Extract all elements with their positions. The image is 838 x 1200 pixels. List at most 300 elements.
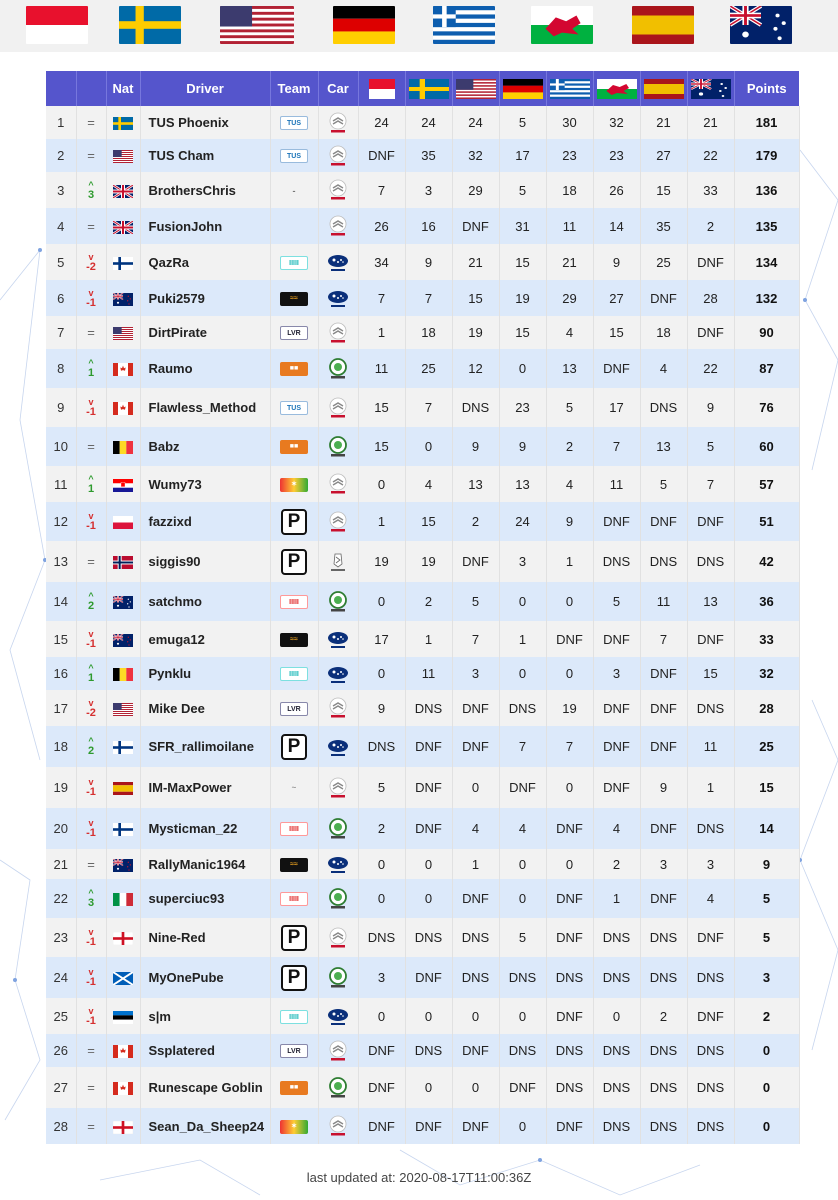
greece-flag[interactable] xyxy=(433,6,495,44)
finland-flag xyxy=(113,257,133,270)
position-change-value: -1 xyxy=(86,406,96,418)
rally-result-2: 25 xyxy=(405,349,452,388)
team-cell xyxy=(270,427,318,466)
last-updated xyxy=(0,1170,838,1185)
rally-result-2: 0 xyxy=(405,849,452,879)
rally-result-2: 0 xyxy=(405,427,452,466)
position-change xyxy=(86,511,96,531)
sweden-flag[interactable] xyxy=(119,6,181,44)
table-row[interactable] xyxy=(46,280,799,316)
rally-result-8: DNS xyxy=(687,957,734,998)
rally-result-5: 4 xyxy=(546,466,593,502)
table-row[interactable] xyxy=(46,208,799,244)
driver-name[interactable]: DirtPirate xyxy=(140,316,270,349)
header-rally-7[interactable] xyxy=(640,71,687,106)
header-rally-1[interactable] xyxy=(358,71,405,106)
skoda-logo xyxy=(326,358,350,380)
driver-name[interactable]: Mike Dee xyxy=(140,690,270,726)
germany-flag[interactable] xyxy=(333,6,395,44)
nat-cell xyxy=(106,316,140,349)
change-cell xyxy=(76,466,106,502)
team-cell xyxy=(270,280,318,316)
team-cell xyxy=(270,849,318,879)
driver-name[interactable]: Ssplatered xyxy=(140,1034,270,1067)
tus-team-logo: TUS xyxy=(280,149,308,163)
team-cell xyxy=(270,172,318,208)
change-cell xyxy=(76,998,106,1034)
points-cell: 0 xyxy=(734,1067,799,1108)
down-arrow-icon: v xyxy=(88,927,94,937)
rally-result-6: DNF xyxy=(593,349,640,388)
subaru-logo xyxy=(326,853,350,875)
table-row[interactable] xyxy=(46,957,799,998)
rally-result-8: 22 xyxy=(687,139,734,172)
header-row xyxy=(46,71,799,106)
car-cell xyxy=(318,582,358,621)
rally-result-6: 14 xyxy=(593,208,640,244)
rally-result-2: 4 xyxy=(405,466,452,502)
rally-result-5: DNS xyxy=(546,1067,593,1108)
driver-name[interactable]: FusionJohn xyxy=(140,208,270,244)
header-points[interactable]: Points xyxy=(734,71,799,106)
england-flag xyxy=(113,932,133,945)
rally-result-1: 1 xyxy=(358,502,405,541)
rally-result-7: 21 xyxy=(640,106,687,139)
team-cell xyxy=(270,208,318,244)
subaru-logo xyxy=(326,1005,350,1027)
table-row[interactable] xyxy=(46,918,799,957)
table-row[interactable] xyxy=(46,541,799,582)
change-cell xyxy=(76,541,106,582)
rally-result-4: 5 xyxy=(499,106,546,139)
rally-result-1: DNS xyxy=(358,918,405,957)
rally-result-6: DNS xyxy=(593,918,640,957)
position-change-value: 1 xyxy=(87,672,95,684)
rally-result-4: 5 xyxy=(499,918,546,957)
position-cell: 24 xyxy=(46,957,76,998)
position-cell: 28 xyxy=(46,1108,76,1144)
citroen-logo xyxy=(326,511,350,533)
nat-cell xyxy=(106,621,140,657)
rally-result-3: DNS xyxy=(452,388,499,427)
table-row[interactable] xyxy=(46,106,799,139)
rally-result-7: 7 xyxy=(640,621,687,657)
team-cell xyxy=(270,657,318,690)
rally-result-7: 11 xyxy=(640,582,687,621)
rally-result-2: 7 xyxy=(405,388,452,427)
change-cell xyxy=(76,244,106,280)
team-cell xyxy=(270,726,318,767)
header-nat[interactable]: Nat xyxy=(106,71,140,106)
driver-name[interactable]: Puki2579 xyxy=(140,280,270,316)
down-arrow-icon: v xyxy=(88,818,94,828)
rally-result-7: DNF xyxy=(640,280,687,316)
rally-result-6: 2 xyxy=(593,849,640,879)
rally-result-2: DNS xyxy=(405,1034,452,1067)
nat-cell xyxy=(106,808,140,849)
rally-result-5: 2 xyxy=(546,427,593,466)
nat-cell xyxy=(106,957,140,998)
header-rally-3[interactable] xyxy=(452,71,499,106)
position-cell: 10 xyxy=(46,427,76,466)
rally-result-8: DNS xyxy=(687,808,734,849)
rally-result-6: 15 xyxy=(593,316,640,349)
rally-result-5: 21 xyxy=(546,244,593,280)
rally-result-1: 9 xyxy=(358,690,405,726)
table-row[interactable] xyxy=(46,582,799,621)
header-pos xyxy=(46,71,76,106)
header-rally-6[interactable] xyxy=(593,71,640,106)
position-change xyxy=(88,591,94,611)
position-change xyxy=(88,180,94,200)
last-updated-timestamp: 2020-08-17T11:00:36Z xyxy=(399,1170,532,1185)
nz-flag xyxy=(113,634,133,647)
black-team-logo: ≈≈ xyxy=(280,292,308,306)
rally-result-3: DNF xyxy=(452,1108,499,1144)
rally-result-5: DNF xyxy=(546,879,593,918)
position-cell: 21 xyxy=(46,849,76,879)
driver-name[interactable]: satchmo xyxy=(140,582,270,621)
rally-result-2: DNS xyxy=(405,690,452,726)
team-cell xyxy=(270,808,318,849)
belgium-flag xyxy=(113,668,133,681)
change-cell xyxy=(76,657,106,690)
position-change xyxy=(86,397,96,417)
table-row[interactable] xyxy=(46,998,799,1034)
table-row[interactable] xyxy=(46,690,799,726)
teal-team-logo: IIIII xyxy=(280,1010,308,1024)
driver-name[interactable]: TUS Phoenix xyxy=(140,106,270,139)
table-row[interactable] xyxy=(46,502,799,541)
rally-result-3: 0 xyxy=(452,998,499,1034)
norway-flag xyxy=(113,556,133,569)
points-cell: 9 xyxy=(734,849,799,879)
driver-name[interactable]: Pynklu xyxy=(140,657,270,690)
driver-name[interactable]: emuga12 xyxy=(140,621,270,657)
rally-result-5: DNF xyxy=(546,998,593,1034)
rally-result-7: DNF xyxy=(640,690,687,726)
rally-result-3: 7 xyxy=(452,621,499,657)
header-change xyxy=(76,71,106,106)
up-arrow-icon: ^ xyxy=(88,591,94,601)
table-row[interactable] xyxy=(46,726,799,767)
rally-result-8: 28 xyxy=(687,280,734,316)
tus-team-logo: TUS xyxy=(280,401,308,415)
rally-result-2: DNF xyxy=(405,726,452,767)
nat-cell xyxy=(106,208,140,244)
skoda-logo xyxy=(326,1077,350,1099)
rally-result-8: 2 xyxy=(687,208,734,244)
peugeot-logo xyxy=(326,551,350,573)
australia-flag[interactable] xyxy=(730,6,792,44)
car-cell xyxy=(318,466,358,502)
position-change: = xyxy=(87,1080,95,1095)
sweden-flag xyxy=(409,79,449,99)
team-cell xyxy=(270,918,318,957)
nz-flag xyxy=(113,293,133,306)
rally-result-3: 4 xyxy=(452,808,499,849)
driver-name[interactable]: Sean_Da_Sheep24 xyxy=(140,1108,270,1144)
position-change: = xyxy=(87,325,95,340)
usa-flag xyxy=(456,79,496,99)
change-cell xyxy=(76,726,106,767)
nat-cell xyxy=(106,349,140,388)
rally-result-2: 24 xyxy=(405,106,452,139)
position-change xyxy=(86,1006,96,1026)
rally-result-2: 0 xyxy=(405,1067,452,1108)
rally-result-7: 27 xyxy=(640,139,687,172)
rally-result-5: 18 xyxy=(546,172,593,208)
down-arrow-icon: v xyxy=(88,1005,94,1016)
rally-result-6: DNS xyxy=(593,541,640,582)
position-change-value: 3 xyxy=(87,897,95,909)
australia-flag xyxy=(113,596,133,609)
rally-result-4: 24 xyxy=(499,502,546,541)
change-cell xyxy=(76,849,106,879)
rally-result-1: 15 xyxy=(358,388,405,427)
rally-result-2: 19 xyxy=(405,541,452,582)
change-cell xyxy=(76,208,106,244)
driver-name[interactable]: SFR_rallimoilane xyxy=(140,726,270,767)
driver-name[interactable]: Runescape Goblin xyxy=(140,1067,270,1108)
rally-result-1: 5 xyxy=(358,767,405,808)
rally-result-1: 0 xyxy=(358,657,405,690)
nat-cell xyxy=(106,388,140,427)
position-cell: 3 xyxy=(46,172,76,208)
car-cell xyxy=(318,427,358,466)
rally-result-8: DNS xyxy=(687,541,734,582)
rally-result-5: 19 xyxy=(546,690,593,726)
rally-result-8: DNS xyxy=(687,1034,734,1067)
header-rally-2[interactable] xyxy=(405,71,452,106)
driver-name[interactable]: s|m xyxy=(140,998,270,1034)
nat-cell xyxy=(106,1034,140,1067)
rally-result-1: DNF xyxy=(358,1034,405,1067)
rally-result-2: 35 xyxy=(405,139,452,172)
table-row[interactable] xyxy=(46,767,799,808)
table-row[interactable] xyxy=(46,244,799,280)
table-row[interactable] xyxy=(46,1067,799,1108)
rally-result-7: 18 xyxy=(640,316,687,349)
canada-flag xyxy=(113,1045,133,1058)
driver-name[interactable]: QazRa xyxy=(140,244,270,280)
position-change xyxy=(86,629,96,649)
rally-result-3: DNF xyxy=(452,879,499,918)
points-cell: 57 xyxy=(734,466,799,502)
table-row[interactable] xyxy=(46,172,799,208)
parking-team-logo: P xyxy=(281,734,307,760)
position-change xyxy=(88,474,94,494)
table-row[interactable] xyxy=(46,349,799,388)
table-row[interactable] xyxy=(46,427,799,466)
table-row[interactable] xyxy=(46,139,799,172)
usa-flag xyxy=(113,703,133,716)
header-rally-5[interactable] xyxy=(546,71,593,106)
rally-result-2: 2 xyxy=(405,582,452,621)
driver-name[interactable]: Flawless_Method xyxy=(140,388,270,427)
driver-name[interactable]: superciuc93 xyxy=(140,879,270,918)
orange-team-logo: ■■ xyxy=(280,362,308,376)
car-cell xyxy=(318,957,358,998)
up-arrow-icon: ^ xyxy=(88,736,94,746)
driver-name[interactable]: Mysticman_22 xyxy=(140,808,270,849)
red-team-logo: IIIII xyxy=(280,892,308,906)
points-cell: 15 xyxy=(734,767,799,808)
england-flag xyxy=(113,1121,133,1134)
orange-team-logo: ■■ xyxy=(280,440,308,454)
rally-result-6: DNF xyxy=(593,690,640,726)
wales-flag[interactable] xyxy=(531,6,593,44)
car-cell xyxy=(318,172,358,208)
driver-name[interactable]: RallyManic1964 xyxy=(140,849,270,879)
car-cell xyxy=(318,1067,358,1108)
nz-flag xyxy=(113,859,133,872)
spain-flag xyxy=(113,782,133,795)
citroen-logo xyxy=(326,397,350,419)
usa-flag xyxy=(113,150,133,163)
spain-flag[interactable] xyxy=(632,6,694,44)
table-row[interactable] xyxy=(46,849,799,879)
rally-result-7: 35 xyxy=(640,208,687,244)
driver-name[interactable]: MyOnePube xyxy=(140,957,270,998)
citroen-logo xyxy=(326,112,350,134)
driver-name[interactable]: TUS Cham xyxy=(140,139,270,172)
rally-result-8: 7 xyxy=(687,466,734,502)
header-driver[interactable]: Driver xyxy=(140,71,270,106)
rally-result-5: 0 xyxy=(546,767,593,808)
estonia-flag xyxy=(113,1011,133,1024)
rally-result-4: 0 xyxy=(499,582,546,621)
finland-flag xyxy=(113,741,133,754)
table-row[interactable] xyxy=(46,388,799,427)
lvr-team-logo: LVR xyxy=(280,1044,308,1058)
parking-team-logo: P xyxy=(281,965,307,991)
rally-result-7: DNF xyxy=(640,808,687,849)
header-rally-4[interactable] xyxy=(499,71,546,106)
rally-result-1: 24 xyxy=(358,106,405,139)
driver-name[interactable]: siggis90 xyxy=(140,541,270,582)
table-row[interactable] xyxy=(46,808,799,849)
driver-name[interactable]: Wumy73 xyxy=(140,466,270,502)
team-cell xyxy=(270,1108,318,1144)
rally-result-3: 24 xyxy=(452,106,499,139)
car-cell xyxy=(318,918,358,957)
table-row[interactable] xyxy=(46,1108,799,1144)
driver-name[interactable]: Raumo xyxy=(140,349,270,388)
table-row[interactable] xyxy=(46,316,799,349)
subaru-logo xyxy=(326,628,350,650)
rally-result-4: 0 xyxy=(499,1108,546,1144)
table-row[interactable] xyxy=(46,657,799,690)
rally-result-8: 3 xyxy=(687,849,734,879)
rally-result-8: 11 xyxy=(687,726,734,767)
rally-result-7: 4 xyxy=(640,349,687,388)
down-arrow-icon: v xyxy=(88,287,94,298)
rally-result-6: DNS xyxy=(593,1108,640,1144)
change-cell xyxy=(76,1067,106,1108)
position-cell: 22 xyxy=(46,879,76,918)
position-change: = xyxy=(87,1118,95,1134)
position-change xyxy=(86,927,96,947)
team-cell xyxy=(270,998,318,1034)
monaco-flag[interactable] xyxy=(26,6,88,44)
rally-result-2: DNS xyxy=(405,918,452,957)
driver-name[interactable]: IM-MaxPower xyxy=(140,767,270,808)
uk-flag xyxy=(113,185,133,198)
up-arrow-icon: ^ xyxy=(88,358,94,368)
table-row[interactable] xyxy=(46,1034,799,1067)
table-row[interactable] xyxy=(46,879,799,918)
driver-name[interactable]: BrothersChris xyxy=(140,172,270,208)
team-cell xyxy=(270,1034,318,1067)
position-change-value: -1 xyxy=(86,1014,96,1027)
position-cell: 18 xyxy=(46,726,76,767)
position-change-value: 2 xyxy=(87,745,95,757)
team-cell xyxy=(270,466,318,502)
table-row[interactable] xyxy=(46,621,799,657)
position-change-value: 2 xyxy=(87,600,95,612)
down-arrow-icon: v xyxy=(88,967,94,977)
rally-result-4: 0 xyxy=(499,849,546,879)
car-cell xyxy=(318,690,358,726)
rally-result-4: DNS xyxy=(499,1034,546,1067)
rally-result-1: 1 xyxy=(358,316,405,349)
rally-result-1: 0 xyxy=(358,466,405,502)
position-change xyxy=(88,663,94,683)
table-row[interactable] xyxy=(46,466,799,502)
rally-result-7: DNS xyxy=(640,957,687,998)
car-cell xyxy=(318,208,358,244)
up-arrow-icon: ^ xyxy=(88,179,94,190)
citroen-logo xyxy=(326,215,350,237)
position-cell: 2 xyxy=(46,139,76,172)
driver-name[interactable]: Nine-Red xyxy=(140,918,270,957)
colorful-team-logo: ✶ xyxy=(280,478,308,492)
position-cell: 14 xyxy=(46,582,76,621)
rally-result-4: 4 xyxy=(499,808,546,849)
change-cell xyxy=(76,427,106,466)
points-cell: 132 xyxy=(734,280,799,316)
rally-result-2: 0 xyxy=(405,879,452,918)
team-cell xyxy=(270,957,318,998)
up-arrow-icon: ^ xyxy=(88,888,94,898)
header-team[interactable]: Team xyxy=(270,71,318,106)
rally-result-2: 7 xyxy=(405,280,452,316)
rally-result-8: 1 xyxy=(687,767,734,808)
nat-cell xyxy=(106,690,140,726)
header-car[interactable]: Car xyxy=(318,71,358,106)
rally-result-5: 0 xyxy=(546,657,593,690)
car-cell xyxy=(318,808,358,849)
car-cell xyxy=(318,316,358,349)
car-cell xyxy=(318,726,358,767)
team-cell xyxy=(270,541,318,582)
driver-name[interactable]: fazzixd xyxy=(140,502,270,541)
greece-flag xyxy=(550,79,590,99)
belgium-flag xyxy=(113,441,133,454)
team-cell xyxy=(270,621,318,657)
change-cell xyxy=(76,879,106,918)
up-arrow-icon: ^ xyxy=(88,473,94,484)
usa-flag[interactable] xyxy=(220,6,294,44)
driver-name[interactable]: Babz xyxy=(140,427,270,466)
subaru-logo xyxy=(326,251,350,273)
header-rally-8[interactable] xyxy=(687,71,734,106)
position-cell: 4 xyxy=(46,208,76,244)
rally-result-3: 21 xyxy=(452,244,499,280)
rally-result-8: DNF xyxy=(687,918,734,957)
rally-result-5: DNF xyxy=(546,918,593,957)
